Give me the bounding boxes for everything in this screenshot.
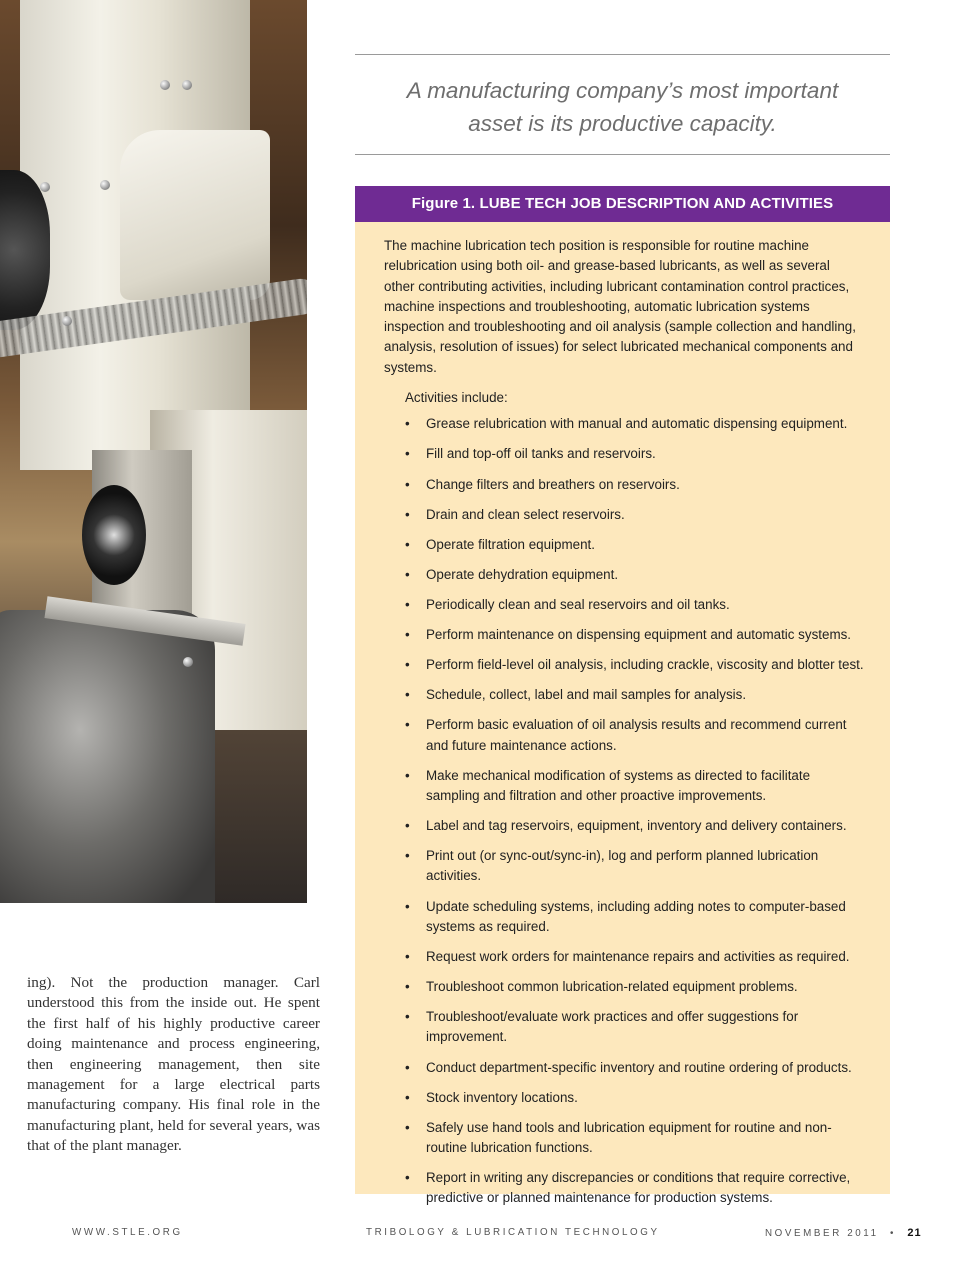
activity-item — [355, 535, 890, 555]
bullet-icon: • — [405, 848, 410, 864]
activity-item — [355, 685, 890, 705]
bullet-icon: • — [405, 898, 410, 914]
bullet-icon: • — [405, 1170, 410, 1186]
pull-quote-line-2: asset is its productive capacity. — [468, 111, 777, 136]
activity-item — [355, 947, 890, 967]
activity-text: Periodically clean and seal reservoirs and oil tanks. — [426, 596, 730, 612]
figure-title: Figure 1. LUBE TECH JOB DESCRIPTION AND ACTIVITIES — [355, 186, 890, 222]
bolt-icon — [40, 182, 50, 192]
bullet-icon: • — [405, 446, 410, 462]
machine-dust-bag — [0, 610, 215, 903]
bullet-icon: • — [405, 566, 410, 582]
bullet-icon: • — [405, 717, 410, 733]
activity-item — [355, 444, 890, 464]
activity-text: Fill and top-off oil tanks and reservoirs. — [426, 446, 656, 462]
activity-text: Make mechanical modification of systems as directed to facilitate sampling and filtration and other proactive improvements. — [426, 767, 811, 803]
bullet-icon: • — [405, 818, 410, 834]
pull-quote-line-1: A manufacturing company’s most important — [406, 78, 839, 103]
activity-text: Schedule, collect, label and mail samples for analysis. — [426, 687, 747, 703]
bolt-icon — [100, 180, 110, 190]
activity-text: Update scheduling systems, including adding notes to computer-based systems as required. — [426, 898, 846, 934]
activity-item — [355, 1118, 890, 1159]
activity-item — [355, 1168, 890, 1209]
machine-knob — [82, 485, 146, 585]
activity-item — [355, 1058, 890, 1078]
activity-text: Perform basic evaluation of oil analysis results and recommend current and future maintenance actions. — [426, 717, 847, 753]
activity-text: Operate dehydration equipment. — [426, 566, 619, 582]
activity-text: Request work orders for maintenance repairs and activities as required. — [426, 948, 850, 964]
pull-quote — [355, 74, 890, 140]
activity-item — [355, 1088, 890, 1108]
activity-text: Troubleshoot common lubrication-related equipment problems. — [426, 979, 798, 995]
activity-item — [355, 816, 890, 836]
activity-text: Drain and clean select reservoirs. — [426, 506, 625, 522]
activity-text: Grease relubrication with manual and automatic dispensing equipment. — [426, 416, 848, 432]
activity-text: Perform field-level oil analysis, including crackle, viscosity and blotter test. — [426, 657, 864, 673]
activity-item — [355, 505, 890, 525]
bullet-icon: • — [405, 657, 410, 673]
footer-website: WWW.STLE.ORG — [72, 1227, 183, 1238]
activity-text: Safely use hand tools and lubrication equipment for routine and non-routine lubrication functions. — [426, 1119, 832, 1156]
bullet-icon: • — [405, 979, 410, 995]
activity-item — [355, 715, 890, 756]
bolt-icon — [182, 80, 192, 90]
activity-item — [355, 1007, 890, 1048]
activity-text: Perform maintenance on dispensing equipment and automatic systems. — [426, 627, 852, 643]
activity-item — [355, 414, 890, 434]
bullet-icon: • — [405, 506, 410, 522]
bullet-icon: • — [405, 1059, 410, 1075]
bullet-icon: • — [405, 1089, 410, 1105]
pull-quote-top-rule — [355, 54, 890, 55]
activity-item — [355, 625, 890, 645]
bolt-icon — [160, 80, 170, 90]
activity-item — [355, 655, 890, 675]
activity-item — [355, 897, 890, 938]
bullet-icon: • — [405, 536, 410, 552]
activity-item — [355, 977, 890, 997]
pull-quote-bottom-rule — [355, 154, 890, 155]
activity-text: Label and tag reservoirs, equipment, inventory and delivery containers. — [426, 818, 847, 834]
bullet-icon: • — [405, 476, 410, 492]
activity-text: Stock inventory locations. — [426, 1089, 578, 1105]
footer-publication: TRIBOLOGY & LUBRICATION TECHNOLOGY — [366, 1227, 660, 1238]
footer-issue: NOVEMBER 2011 — [765, 1228, 879, 1239]
activity-text: Print out (or sync-out/sync-in), log and perform planned lubrication activities. — [426, 848, 819, 884]
machine-photo — [0, 0, 307, 903]
activity-item — [355, 565, 890, 585]
activity-text: Change filters and breathers on reservoirs. — [426, 476, 680, 492]
activity-item — [355, 475, 890, 495]
bullet-icon: • — [405, 1009, 410, 1025]
bolt-icon — [62, 316, 72, 326]
bullet-icon: • — [405, 627, 410, 643]
footer-issue-line — [765, 1227, 922, 1239]
bullet-icon: • — [405, 1119, 410, 1135]
activity-list — [355, 414, 890, 1208]
body-text: ing). Not the production manager. Carl understood this from the inside out. He spent the first half of his highly productive career doing maintenance and process engineering, then engineering management, then site management for a large electrical parts manufacturing company. His final role in the manufacturing plant, held for several years, was that of the plant manager. — [27, 974, 320, 1155]
activity-text: Report in writing any discrepancies or conditions that require corrective, predictive or planned maintenance for production systems. — [426, 1170, 851, 1206]
machine-panel — [120, 130, 270, 300]
activities-label: Activities include: — [405, 390, 508, 406]
page-number: 21 — [907, 1227, 922, 1239]
figure-box — [355, 186, 890, 1206]
bullet-icon: • — [405, 948, 410, 964]
figure-intro: The machine lubrication tech position is responsible for routine machine relubrication using both oil- and grease-based lubricants, as well as several other contributing activities, including lubricant contamination control practices, machine inspections and troubleshooting, automatic lubrication systems inspection and troubleshooting and oil analysis (sample collection and handling, analysis, resolution of issues) for select lubricated mechanical components and systems. — [384, 238, 856, 375]
activity-text: Troubleshoot/evaluate work practices and offer suggestions for improvement. — [426, 1009, 799, 1045]
bullet-icon: • — [405, 767, 410, 783]
bullet-icon: • — [405, 687, 410, 703]
bullet-icon: • — [405, 416, 410, 432]
activity-text: Conduct department-specific inventory and routine ordering of products. — [426, 1059, 852, 1075]
activity-item — [355, 766, 890, 807]
activity-item — [355, 595, 890, 615]
bullet-icon: • — [405, 596, 410, 612]
activity-item — [355, 846, 890, 887]
bolt-icon — [183, 657, 193, 667]
activity-text: Operate filtration equipment. — [426, 536, 595, 552]
footer-separator: • — [890, 1228, 897, 1239]
